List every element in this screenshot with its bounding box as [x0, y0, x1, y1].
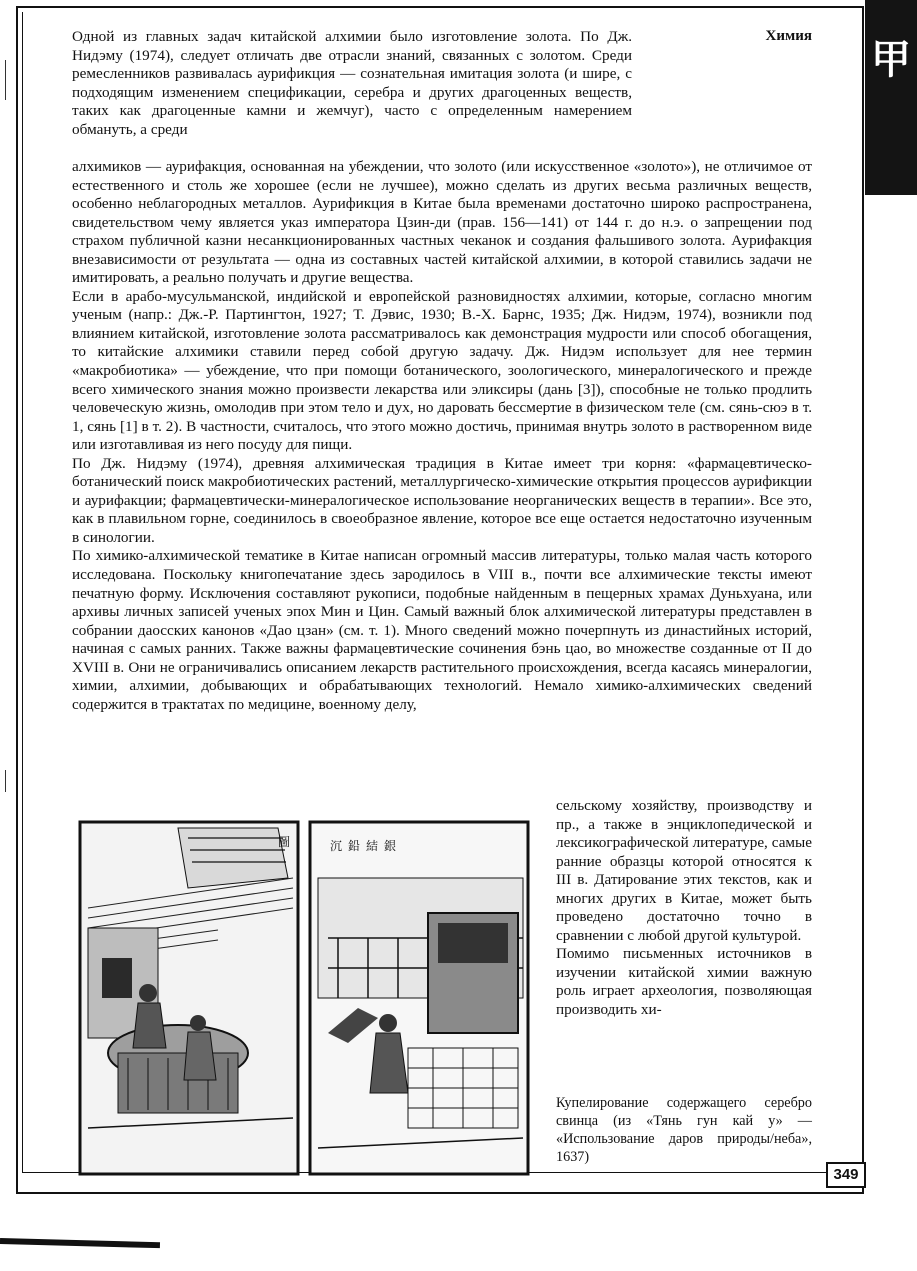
- paragraph: По химико-алхимической тематике в Китае написан огромный массив литературы, только малая часть которого исследована. Поскольку книгопечатание здесь зародилось в VIII в., почти все алхимические тексты имеют печатную форму. Исключения составляют рукописи, подобные найденным в пещерных храмах Дуньхуана, или архивы личных записей ученых эпох Мин и Цин. Самый важный блок алхимической литературы представлен в собрании даосских канонов «Дао цзан» (см. т. 1). Много сведений можно почерпнуть из династийных историй, начиная с самых ранних. Также важны фармацевтические сочинения бэнь цао, во множестве созданные от II до XVIII в. Они не ограничивались описанием лекарств растительного происхождения, всегда касаясь минералогии, химии, алхимии, добывающих и обрабатывающих технологий. Немало химико-алхимических сведений содержится в трактатах по медицине, военному делу,: [72, 547, 812, 713]
- paragraph: По Дж. Нидэму (1974), древняя алхимическая традиция в Китае имеет три корня: «фармацевтическо-ботанический поиск макробиотических растений, металлургическо-химические открытия процессов аурификции и аурифакции; фармацевтически-минералогическое использование неорганических веществ в терапии». Все это, как в плавильном горне, соединилось в своеобразное явление, которое все еще остается недостаточно изученным в синологии.: [72, 454, 812, 546]
- right-column: [556, 797, 812, 1020]
- worker-body: [133, 1003, 166, 1048]
- paragraph: Одной из главных задач китайской алхимии было изготовление золота. По Дж. Нидэму (1974), следует отличать две отрасли знаний, связанных с золотом. Среди ремесленников развивалась аурификция — сознательная имитация золота (и шире, с подходящим изменением спецификации, серебра и других драгоценных веществ, таких как драгоценные камни и жемчуг), часто с определенным намерением обмануть, а среди: [72, 28, 632, 138]
- furnace-body: [118, 1053, 238, 1113]
- roof: [178, 828, 291, 888]
- woodblock-illustration: [78, 818, 538, 1182]
- paragraph: алхимиков — аурифакция, основанная на убеждении, что золото (или искусственное «золото»), не отличимое от естественного и столь же хорошее (если не лучшее), можно сделать из других весьма различных веществ, особенно неблагородных металлов. Аурификция в Китае была временами достаточно широко распространена, свидетельством чему является указ императора Цзин-ди (прав. 156—141) от 144 г. до н.э. о запрещении под страхом публичной казни несанкционированных частных чеканок и создания фальшивого золота. Аурифакция внезависимости от результата — одна из составных частей китайской алхимии, в которой ставились задачи не имитировать, а реально получать и другие вещества.: [72, 158, 812, 287]
- page-number: 349: [826, 1162, 866, 1188]
- paragraph: Помимо письменных источников в изучении китайской химии важную роль играет археология, позволяющая производить хи-: [556, 945, 812, 1019]
- right-inscription: 沉鉛結銀: [330, 839, 403, 853]
- paragraph: Если в арабо-мусульманской, индийской и европейской разновидностях алхимии, которые, согласно многим ученым (напр.: Дж.-Р. Партингтон, 1927; Т. Дэвис, 1930; В.-Х. Барнс, 1935; Дж. Нидэм, 1974), возникли под влиянием китайской, изготовление золота рассматривалось как демонстрация мудрости или способ обогащения, то китайские алхимики ставили перед собой другую задачу. Дж. Нидэм использует для нее термин «макробиотика» — убеждение, что при помощи ботанического, зоологического, минералогического и прежде всего химического знания можно произвести лекарства или эликсиры (дань [3]), способные не только продлить человеческую жизнь, омолодив при этом тело и дух, но даровать бессмертие в физическом теле (см. сянь-сюэ в т. 1, сянь [1] в т. 2). В частности, считалось, что этого можно достичь, принимая внутрь золото в растворенном виде или изготавливая из него посуду для пищи.: [72, 287, 812, 454]
- margin-mark: [5, 60, 6, 100]
- worker-head: [379, 1014, 397, 1032]
- worker-head: [190, 1015, 206, 1031]
- worker-head: [139, 984, 157, 1002]
- tab-glyph: 甲: [871, 37, 911, 82]
- figure-caption: Купелирование содержащего серебро свинца (из «Тянь гун кай у» — «Использование даров природы/неба», 1637): [556, 1095, 812, 1165]
- main-text: [72, 158, 812, 714]
- thumb-tab: [865, 0, 917, 195]
- paragraph: сельскому хозяйству, производству и пр., а также в энциклопедической и лексикографической литературе, самые ранние образцы которой относятся к III в. Датирование этих текстов, как и многих других в Китае, может быть проведено достаточно точно в сравнении с любой другой культурой.: [556, 797, 812, 944]
- scan-edge: [0, 1238, 160, 1248]
- section-title: Химия: [765, 28, 812, 44]
- margin-mark: [5, 770, 6, 792]
- left-inscription: 圖: [278, 835, 291, 849]
- illustration-svg: [78, 818, 538, 1182]
- hut-window: [102, 958, 132, 998]
- tank-opening: [438, 923, 508, 963]
- worker-body: [184, 1032, 216, 1080]
- top-paragraph: [72, 28, 632, 139]
